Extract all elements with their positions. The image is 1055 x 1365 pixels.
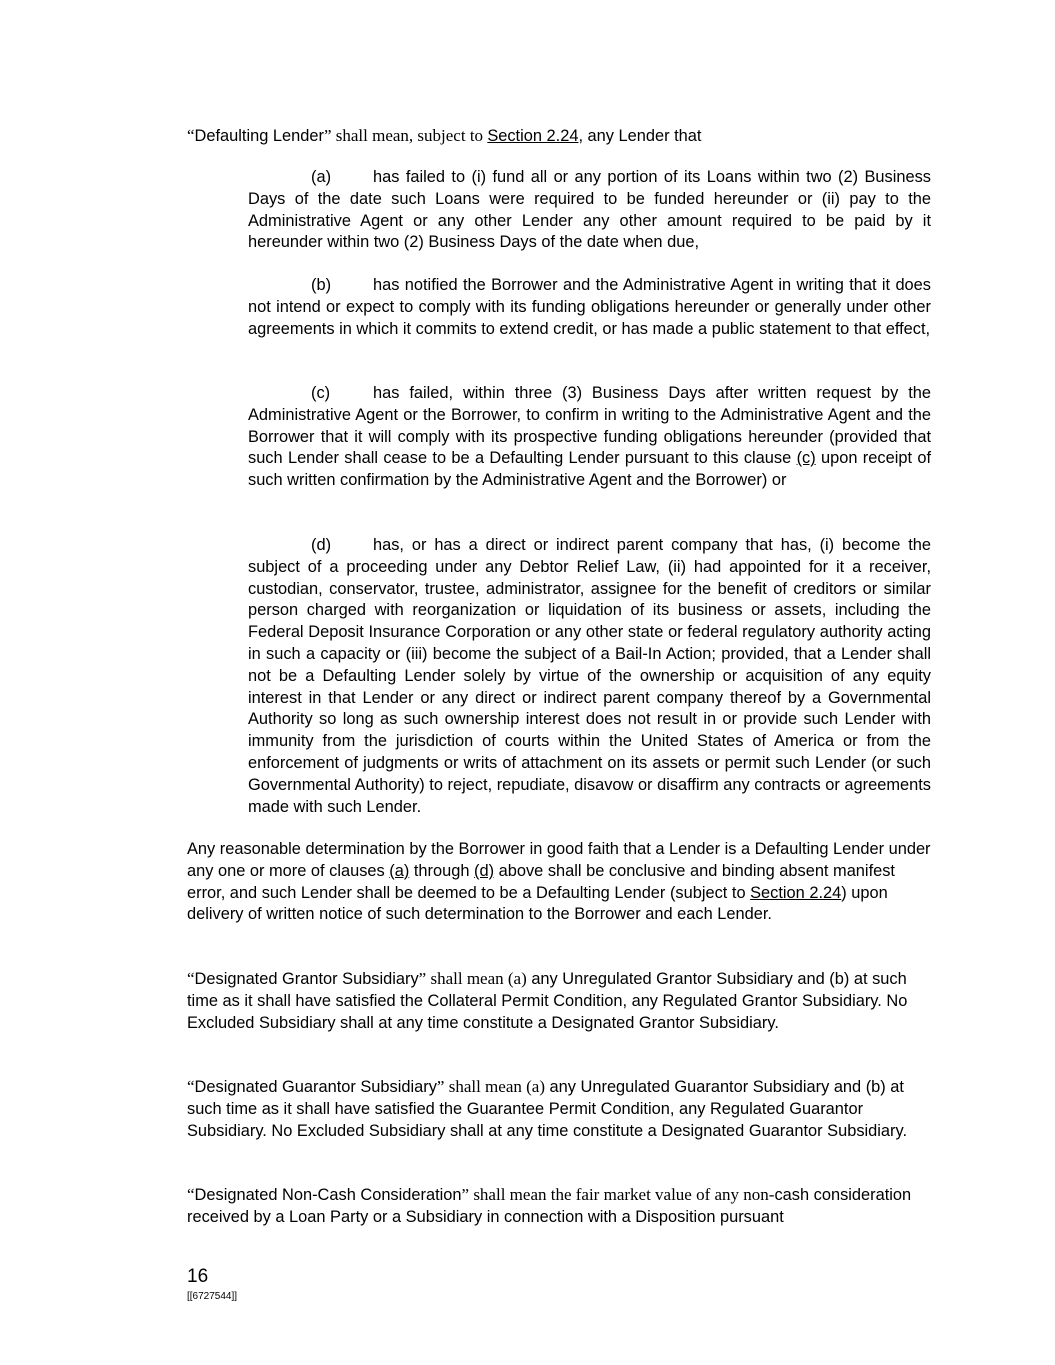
defined-term: Designated Grantor Subsidiary <box>194 970 419 988</box>
paragraph-text: through <box>409 861 475 880</box>
clause-reference: (c) <box>796 449 816 468</box>
designated-noncash-consideration-definition <box>187 1184 931 1229</box>
shall-mean-text: shall mean (a) <box>426 969 527 988</box>
defined-term: Designated Non-Cash Consideration <box>194 1186 462 1204</box>
open-quote: “ <box>187 1185 195 1204</box>
defaulting-lender-definition <box>187 125 931 148</box>
open-quote: “ <box>187 126 195 145</box>
clause-text: has notified the Borrower and the Administrative Agent in writing that it does not intend or expect to comply with its funding obligations hereunder or generally under other agreements in which it commits to extend credit, or has made a public statement to that effect, <box>248 276 931 338</box>
clause-marker: (c) <box>311 384 331 402</box>
shall-mean-text: shall mean (a) <box>444 1077 545 1096</box>
definition-text: cash consideration received by a Loan Party or a Subsidiary in connection with a Disposition pursuant <box>187 1186 912 1226</box>
definition-text: , any Lender that <box>578 127 702 145</box>
clause-text-continued: upon receipt of such written confirmation by the Administrative Agent and the Borrower) or <box>248 449 931 490</box>
designated-grantor-subsidiary-definition <box>187 968 931 1034</box>
paragraph-text: above shall be conclusive and binding absent manifest error, and such Lender shall be deemed to be a Defaulting Lender (subject to <box>187 861 895 902</box>
defined-term: Defaulting Lender <box>194 127 324 145</box>
clause-text: has failed to (i) fund all or any portion of its Loans within two (2) Business Days of the date such Loans were required to be funded hereunder or (ii) pay to the Administrative Agent or any other Lender any other amount required to be paid by it hereunder within two (2) Business Days of the date when due, <box>248 168 931 252</box>
designated-guarantor-subsidiary-definition <box>187 1076 931 1142</box>
close-quote: ” <box>418 969 427 988</box>
shall-mean-text: shall mean the fair market value of any non- <box>469 1185 775 1204</box>
clause-text: has, or has a direct or indirect parent company that has, (i) become the subject of a proceeding under any Debtor Relief Law, (ii) had appointed for it a receiver, custodian, conservator, trustee, administrator, assignee for the benefit of creditors or similar person charged with reorganization or liquidation of its business or assets, including the Federal Deposit Insurance Corporation or any other state or federal regulatory authority acting in such a capacity or (iii) become the subject of a Bail-In Action; provided, that a Lender shall not be a Defaulting Lender solely by virtue of the ownership or acquisition of any equity interest in that Lender or any direct or indirect parent company thereof by a Governmental Authority so long as such ownership interest does not result in or provide such Lender with immunity from the jurisdiction of courts within the United States of America or from the enforcement of judgments or writs of attachment on its assets or permit such Lender (or such Governmental Authority) to reject, repudiate, disavow or disaffirm any contracts or agreements made with such Lender. <box>248 536 931 816</box>
open-quote: “ <box>187 1077 195 1096</box>
clause-c <box>248 383 931 492</box>
document-id: [[6727544]] <box>187 1291 238 1302</box>
defined-term: Designated Guarantor Subsidiary <box>194 1078 437 1096</box>
clause-marker: (d) <box>311 536 332 554</box>
close-quote: ” <box>436 1077 445 1096</box>
clause-d <box>248 535 931 818</box>
shall-mean-text: shall mean, subject to <box>331 126 488 145</box>
definition-text: any Unregulated Grantor Subsidiary and (b) at such time as it shall have satisfied the Collateral Permit Condition, any Regulated Grantor Subsidiary. No Excluded Subsidiary shall at any time constitute a Designated Grantor Subsidiary. <box>187 970 908 1032</box>
close-quote: ” <box>323 126 332 145</box>
page-number: 16 <box>187 1266 209 1287</box>
section-reference: Section 2.24 <box>750 883 842 902</box>
clause-marker: (b) <box>311 276 332 294</box>
open-quote: “ <box>187 969 195 988</box>
clause-reference-a: (a) <box>389 861 410 880</box>
definition-text: any Unregulated Guarantor Subsidiary and (b) at such time as it shall have satisfied the Guarantee Permit Condition, any Regulated Guarantor Subsidiary. No Excluded Subsidiary shall at any time constitute a Designated Guarantor Subsidiary. <box>187 1078 908 1140</box>
paragraph-text: ) upon delivery of written notice of such determination to the Borrower and each Lender. <box>187 883 888 924</box>
clause-reference-d: (d) <box>474 861 495 880</box>
paragraph-text: Any reasonable determination by the Borrower in good faith that a Lender is a Defaulting Lender under any one or more of clauses <box>187 840 931 880</box>
clause-marker: (a) <box>311 168 332 186</box>
clause-a <box>248 167 931 254</box>
determination-paragraph <box>187 839 931 926</box>
clause-text: has failed, within three (3) Business Days after written request by the Administrative Agent or the Borrower, to confirm in writing to the Administrative Agent and the Borrower that it will comply with its prospective funding obligations hereunder (provided that such Lender shall cease to be a Defaulting Lender pursuant to this clause <box>248 384 931 468</box>
section-reference: Section 2.24 <box>487 127 579 145</box>
close-quote: ” <box>461 1185 470 1204</box>
clause-b <box>248 275 931 340</box>
